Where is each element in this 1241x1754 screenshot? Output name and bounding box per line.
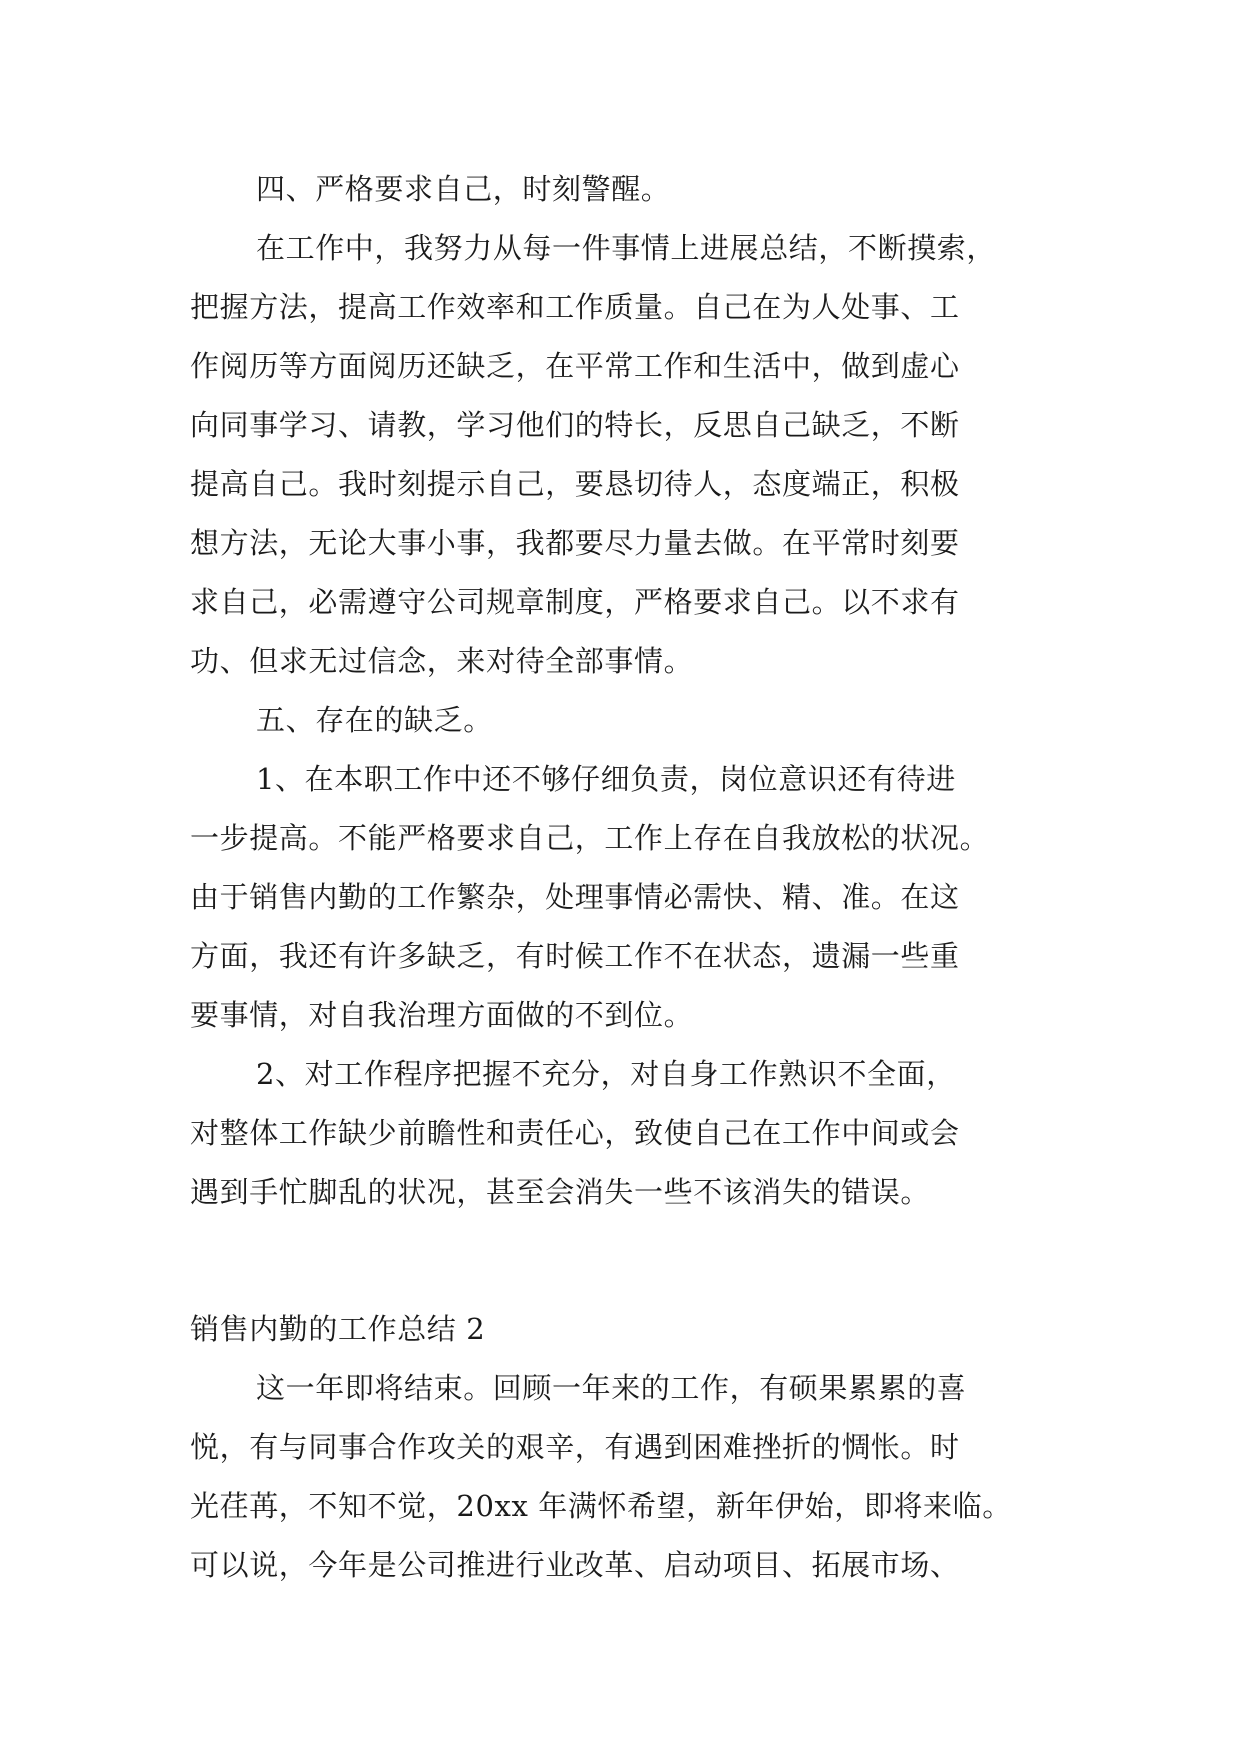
paragraph-line: 功、但求无过信念，来对待全部事情。 xyxy=(190,644,694,678)
paragraph-line: 向同事学习、请教，学习他们的特长，反思自己缺乏，不断 xyxy=(190,408,960,442)
paragraph-line: 光荏苒，不知不觉，20xx 年满怀希望，新年伊始，即将来临。 xyxy=(190,1489,1012,1523)
list-item-1-line: 由于销售内勤的工作繁杂，处理事情必需快、精、准。在这 xyxy=(190,880,960,914)
paragraph-line: 求自己，必需遵守公司规章制度，严格要求自己。以不求有 xyxy=(190,585,960,619)
list-item-2-line: 遇到手忙脚乱的状况，甚至会消失一些不该消失的错误。 xyxy=(190,1175,931,1209)
paragraph-line: 把握方法，提高工作效率和工作质量。自己在为人处事、工 xyxy=(190,290,960,324)
list-item-1-line: 方面，我还有许多缺乏，有时候工作不在状态，遗漏一些重 xyxy=(190,939,960,973)
document-section-title: 销售内勤的工作总结 2 xyxy=(190,1312,486,1346)
paragraph-line: 提高自己。我时刻提示自己，要恳切待人，态度端正，积极 xyxy=(190,467,960,501)
list-item-1-line: 1、在本职工作中还不够仔细负责，岗位意识还有待进 xyxy=(256,762,956,796)
list-item-2-line: 对整体工作缺少前瞻性和责任心，致使自己在工作中间或会 xyxy=(190,1116,960,1150)
paragraph-line: 悦，有与同事合作攻关的艰辛，有遇到困难挫折的惆怅。时 xyxy=(190,1430,960,1464)
paragraph-line: 这一年即将结束。回顾一年来的工作，有硕果累累的喜 xyxy=(256,1371,967,1405)
section-heading-4: 四、严格要求自己，时刻警醒。 xyxy=(256,172,671,206)
list-item-1-line: 要事情，对自我治理方面做的不到位。 xyxy=(190,998,694,1032)
document-body xyxy=(190,160,1065,1595)
paragraph-line: 可以说，今年是公司推进行业改革、启动项目、拓展市场、 xyxy=(190,1548,960,1582)
section-heading-5: 五、存在的缺乏。 xyxy=(256,703,493,737)
paragraph-line: 作阅历等方面阅历还缺乏，在平常工作和生活中，做到虚心 xyxy=(190,349,960,383)
list-item-1-line: 一步提高。不能严格要求自己，工作上存在自我放松的状况。 xyxy=(190,821,990,855)
paragraph-line: 在工作中，我努力从每一件事情上进展总结，不断摸索， xyxy=(256,231,997,265)
paragraph-line: 想方法，无论大事小事，我都要尽力量去做。在平常时刻要 xyxy=(190,526,960,560)
list-item-2-line: 2、对工作程序把握不充分，对自身工作熟识不全面， xyxy=(256,1057,956,1091)
